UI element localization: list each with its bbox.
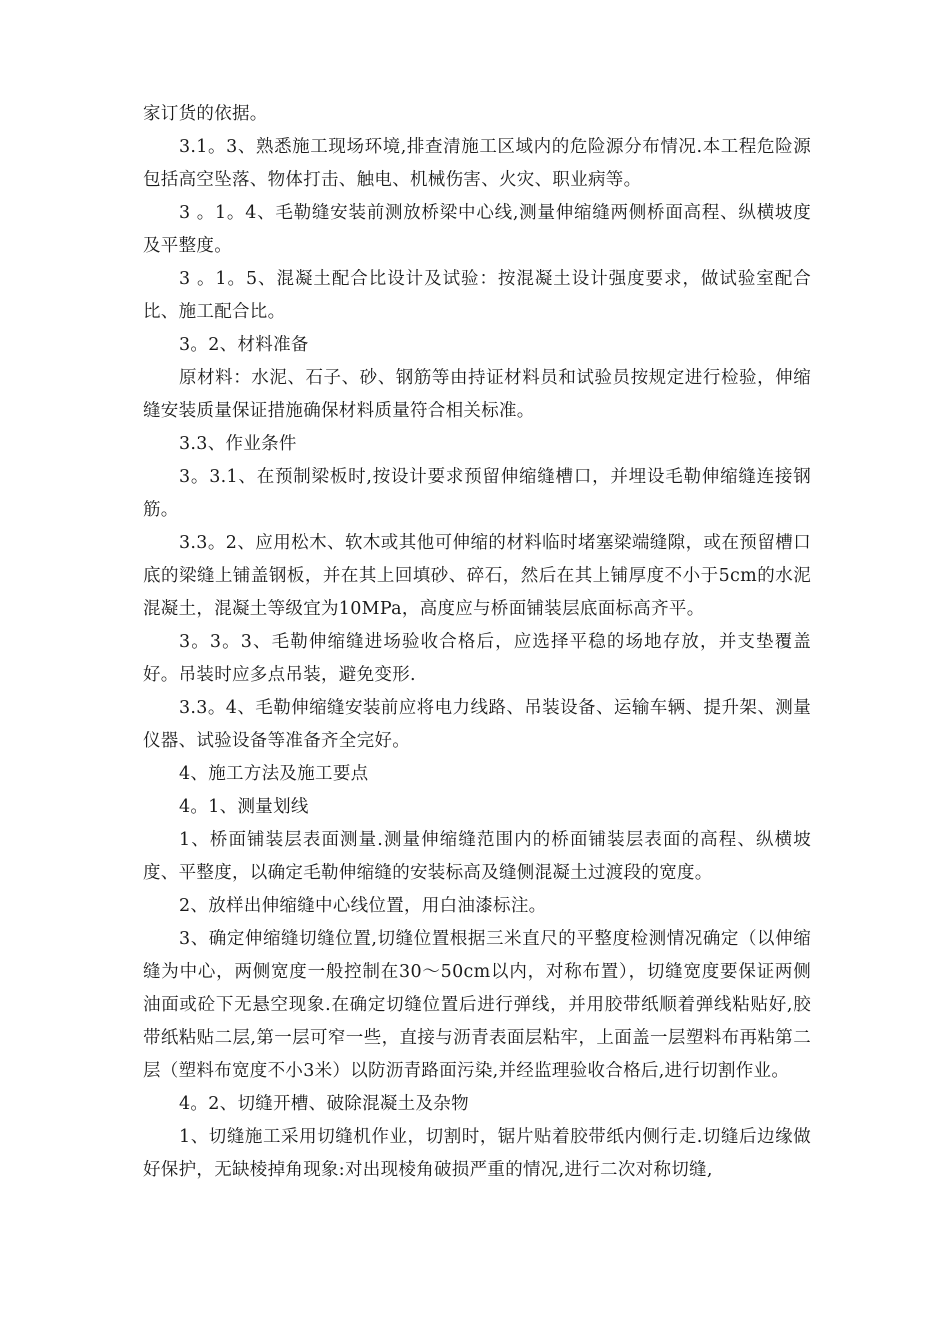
section-heading: 4。1、测量划线: [179, 797, 309, 817]
paragraph: 3 。1。4、毛勒缝安装前测放桥梁中心线,测量伸缩缝两侧桥面高程、纵横坡度及平整度。: [143, 203, 811, 256]
paragraph: 原材料：水泥、石子、砂、钢筋等由持证材料员和试验员按规定进行检验，伸缩缝安装质量保证措施确保材料质量符合相关标准。: [143, 368, 811, 421]
paragraph: 3.1。3、熟悉施工现场环境,排查清施工区域内的危险源分布情况.本工程危险源包括高空坠落、物体打击、触电、机械伤害、火灾、职业病等。: [143, 137, 811, 190]
paragraph: 3.3。4、毛勒伸缩缝安装前应将电力线路、吊装设备、运输车辆、提升架、测量仪器、试验设备等准备齐全完好。: [143, 698, 811, 751]
paragraph: 1、切缝施工采用切缝机作业，切割时，锯片贴着胶带纸内侧行走.切缝后边缘做好保护，无缺棱掉角现象:对出现棱角破损严重的情况,进行二次对称切缝,: [143, 1127, 811, 1180]
section-heading: 4、施工方法及施工要点: [179, 764, 369, 784]
section-heading: 4。2、切缝开槽、破除混凝土及杂物: [179, 1094, 469, 1114]
paragraph: 3。3。3、毛勒伸缩缝进场验收合格后，应选择平稳的场地存放，并支垫覆盖好。吊装时应多点吊装，避免变形.: [143, 632, 811, 685]
section-heading: 3.3、作业条件: [179, 434, 297, 454]
paragraph: 3 。1。5、混凝土配合比设计及试验：按混凝土设计强度要求，做试验室配合比、施工配合比。: [143, 269, 811, 322]
paragraph: 家订货的依据。: [143, 104, 268, 124]
paragraph: 2、放样出伸缩缝中心线位置，用白油漆标注。: [179, 896, 547, 916]
paragraph: 3.3。2、应用松木、软木或其他可伸缩的材料临时堵塞梁端缝隙，或在预留槽口底的梁缝上铺盖钢板，并在其上回填砂、碎石，然后在其上铺厚度不小于5cm的水泥混凝土，混凝土等级宜为10MPa，高度应与桥面铺装层底面标高齐平。: [143, 533, 811, 619]
paragraph: 1、桥面铺装层表面测量.测量伸缩缝范围内的桥面铺装层表面的高程、纵横坡度、平整度，以确定毛勒伸缩缝的安装标高及缝侧混凝土过渡段的宽度。: [143, 830, 811, 883]
document-body: [143, 98, 811, 1187]
paragraph: 3。3.1、在预制梁板时,按设计要求预留伸缩缝槽口，并埋设毛勒伸缩缝连接钢筋。: [143, 467, 811, 520]
paragraph: 3、确定伸缩缝切缝位置,切缝位置根据三米直尺的平整度检测情况确定（以伸缩缝为中心，两侧宽度一般控制在30～50cm以内，对称布置），切缝宽度要保证两侧油面或砼下无悬空现象.在确定切缝位置后进行弹线，并用胶带纸顺着弹线粘贴好,胶带纸粘贴二层,第一层可窄一些，直接与沥青表面层粘牢，上面盖一层塑料布再粘第二层（塑料布宽度不小3米）以防沥青路面污染,并经监理验收合格后,进行切割作业。: [143, 929, 811, 1081]
section-heading: 3。2、材料准备: [179, 335, 309, 355]
